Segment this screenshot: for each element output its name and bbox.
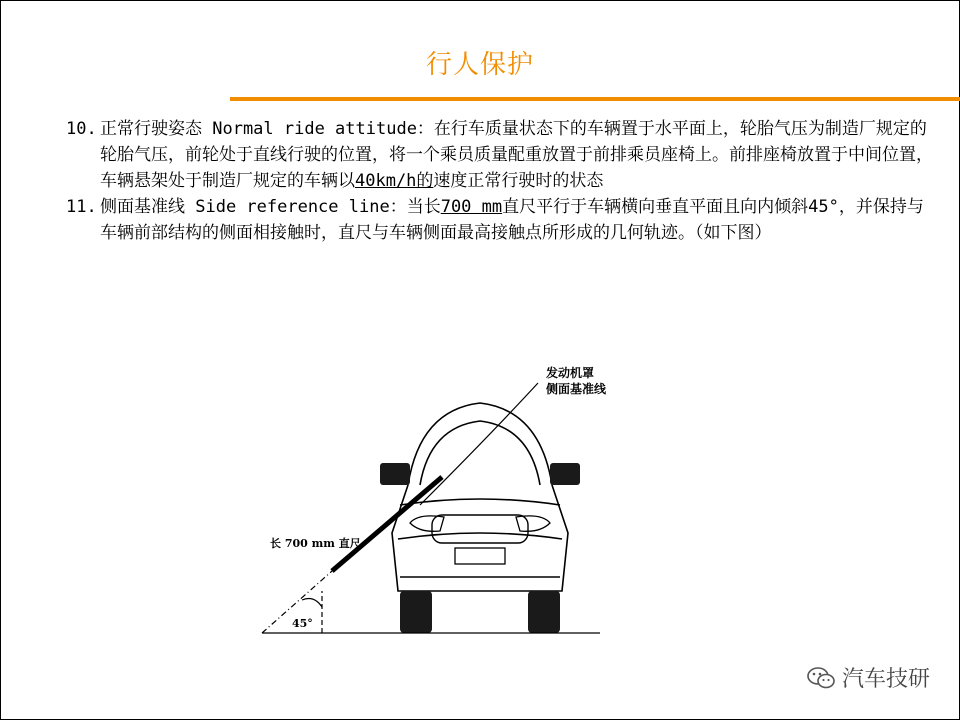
definition-number: 11. bbox=[66, 197, 97, 217]
left-mirror-icon bbox=[380, 463, 410, 485]
hood-line bbox=[400, 499, 560, 505]
right-mirror-icon bbox=[550, 463, 580, 485]
label-ruler: 长 700 mm 直尺 bbox=[270, 537, 361, 550]
definition-segment: 直尺平行于车辆横向垂直平面且向内倾斜45°，并保持与车辆前部结构的侧面相接触时，直尺与车辆侧面最高接触点所形成的几何轨迹。（如下图） bbox=[100, 197, 924, 243]
windshield-icon bbox=[420, 421, 540, 485]
definition-list bbox=[66, 116, 936, 246]
leader-line bbox=[420, 383, 538, 505]
definition-number: 10. bbox=[66, 119, 97, 139]
right-headlight-icon bbox=[516, 516, 550, 531]
title-rule bbox=[230, 97, 960, 101]
watermark-text: 汽车技研 bbox=[841, 667, 930, 692]
label-angle: 45° bbox=[292, 617, 313, 630]
label-hood-line-2: 侧面基准线 bbox=[546, 382, 607, 396]
label-hood-line-1: 发动机罩 bbox=[546, 366, 595, 380]
license-plate bbox=[455, 548, 505, 564]
definition-segment: 侧面基准线 Side reference line：当长 bbox=[100, 197, 441, 217]
wechat-icon bbox=[806, 665, 836, 691]
right-tyre-icon bbox=[528, 591, 560, 633]
ruler-700mm bbox=[332, 477, 442, 571]
definition-segment-underlined: 40km/h的 bbox=[355, 171, 434, 191]
angle-arc bbox=[302, 599, 322, 607]
definition-item bbox=[66, 116, 936, 194]
slide-title: 行人保护 bbox=[425, 50, 534, 80]
definition-item bbox=[66, 194, 936, 246]
grille-icon bbox=[432, 515, 528, 543]
left-tyre-icon bbox=[400, 591, 432, 633]
definition-segment: 正常行驶姿态 Normal ride attitude：在行车质量状态下的车辆置于水平面上，轮胎气压为制造厂规定的轮胎气压，前轮处于直线行驶的位置，将一个乘员质量配重放置于前排乘员座椅上。前排座椅放置于中间位置，车辆悬架处于制造厂规定的车辆以 bbox=[100, 119, 933, 191]
bumper-line bbox=[398, 533, 562, 539]
left-headlight-icon bbox=[410, 516, 444, 531]
car-body-outline bbox=[392, 485, 568, 591]
side-reference-line-figure bbox=[240, 355, 720, 645]
definition-text bbox=[100, 116, 936, 194]
definition-segment: 速度正常行驶时的状态 bbox=[433, 171, 604, 191]
definition-text bbox=[100, 194, 936, 246]
watermark bbox=[806, 662, 930, 693]
definition-segment-underlined: 700 mm bbox=[440, 197, 503, 217]
